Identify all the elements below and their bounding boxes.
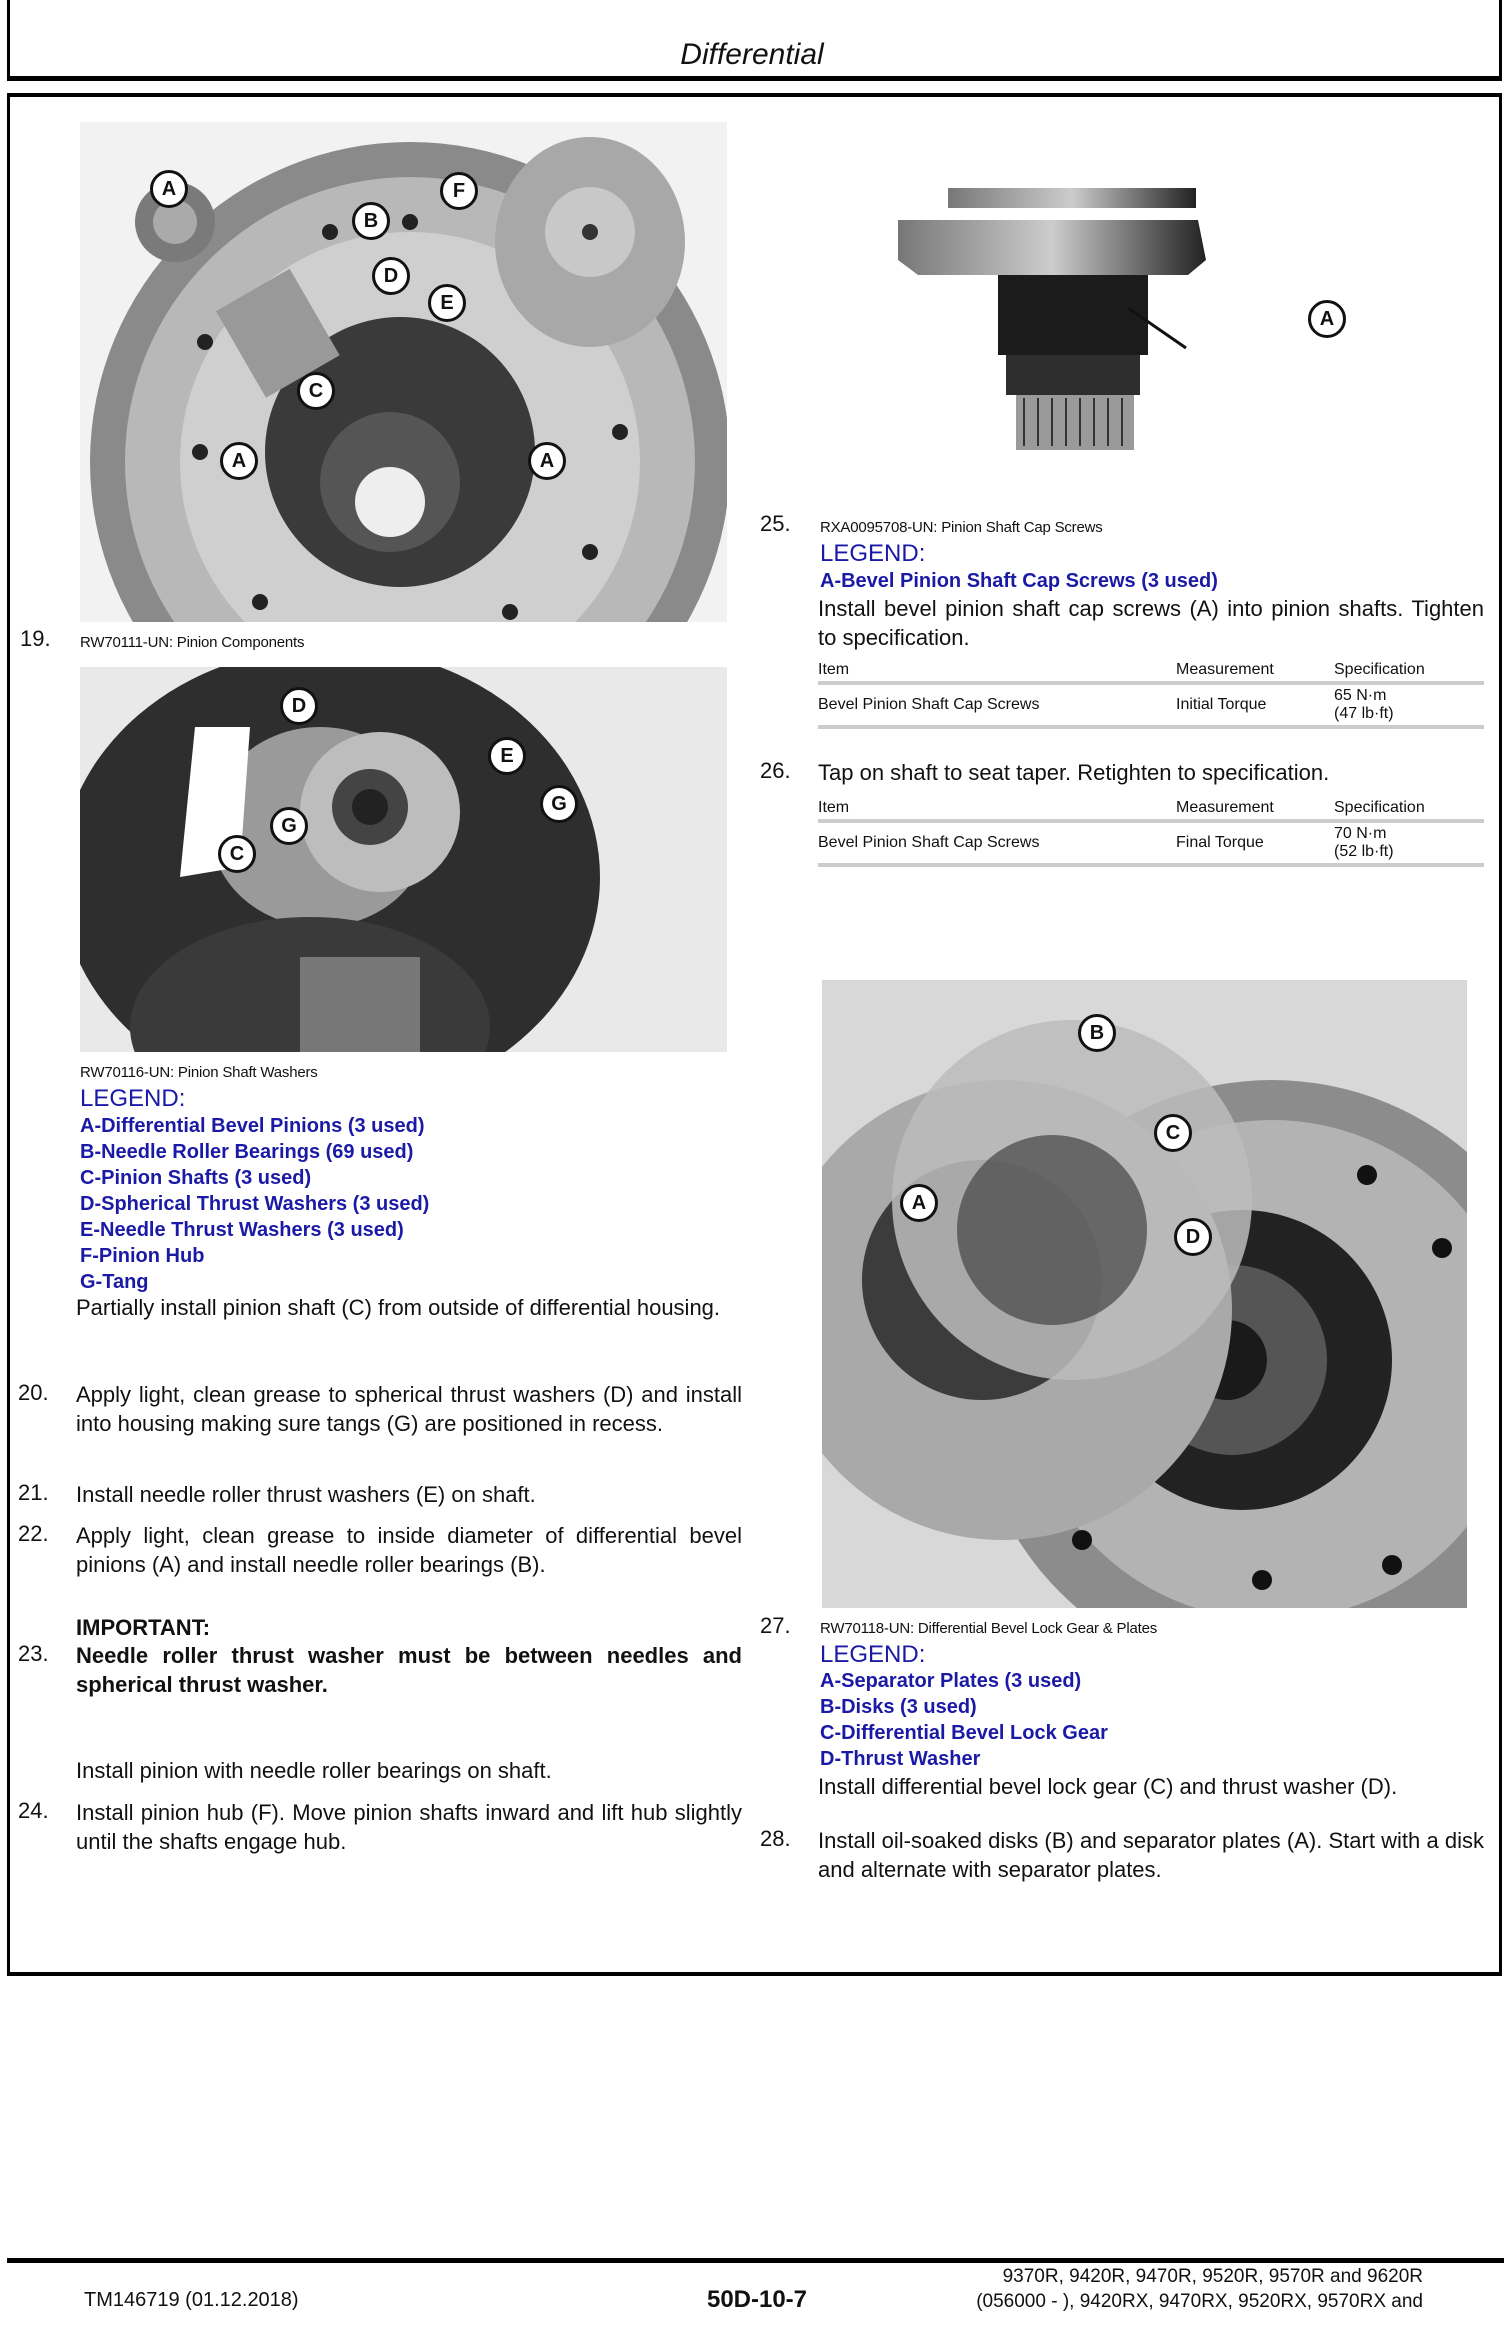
table-header-row xyxy=(818,661,1484,683)
cell-measurement: Final Torque xyxy=(1176,821,1334,865)
figure-caption: RXA0095708-UN: Pinion Shaft Cap Screws xyxy=(820,519,1103,536)
legend-item: A-Separator Plates (3 used) xyxy=(820,1670,1082,1692)
callout-d: D xyxy=(280,687,318,725)
step-21-text: Install needle roller thrust washers (E) on shaft. xyxy=(76,1482,536,1507)
figure-caption: RW70118-UN: Differential Bevel Lock Gear & Plates xyxy=(820,1620,1158,1637)
legend-title: LEGEND: xyxy=(80,1085,186,1112)
callout-c: C xyxy=(297,372,335,410)
table-header-row xyxy=(818,799,1484,821)
legend-item: D-Spherical Thrust Washers (3 used) xyxy=(80,1193,430,1215)
model-list-line: 9370R, 9420R, 9470R, 9520R, 9570R and 9620R xyxy=(1002,2266,1423,2287)
cell-item: Bevel Pinion Shaft Cap Screws xyxy=(818,683,1176,727)
callout-c: C xyxy=(1154,1114,1192,1152)
cell-measurement: Initial Torque xyxy=(1176,683,1334,727)
legend-item: A-Bevel Pinion Shaft Cap Screws (3 used) xyxy=(820,570,1218,592)
figure-caption: RW70116-UN: Pinion Shaft Washers xyxy=(80,1064,318,1081)
legend-item: E-Needle Thrust Washers (3 used) xyxy=(80,1219,404,1241)
spec-imperial: (47 lb·ft) xyxy=(1334,705,1394,722)
step-23-warning: Needle roller thrust washer must be between needles and spherical thrust washer. xyxy=(76,1643,742,1697)
callout-f: F xyxy=(440,172,478,210)
step-number-28: 28. xyxy=(760,1826,791,1851)
step-number-21: 21. xyxy=(18,1480,49,1505)
step-number-24: 24. xyxy=(18,1798,49,1823)
callout-g: G xyxy=(270,807,308,845)
column-header-measurement: Measurement xyxy=(1176,799,1334,821)
callout-a: A xyxy=(1308,300,1346,338)
figure-caption: RW70111-UN: Pinion Components xyxy=(80,634,305,651)
step-number-22: 22. xyxy=(18,1521,49,1546)
column-header-item: Item xyxy=(818,799,1176,821)
step-number-26: 26. xyxy=(760,758,791,783)
cell-item: Bevel Pinion Shaft Cap Screws xyxy=(818,821,1176,865)
step-25-text: Install bevel pinion shaft cap screws (A) into pinion shafts. Tighten to specification. xyxy=(818,596,1484,650)
column-header-specification: Specification xyxy=(1334,799,1484,821)
spec-table-final-torque xyxy=(818,799,1484,867)
callout-a: A xyxy=(220,442,258,480)
lock-gear-plates-illustration xyxy=(822,980,1467,1608)
figure-pinion-components xyxy=(80,122,727,622)
figure-pinion-shaft-cap-screws xyxy=(898,180,1350,460)
spec-table-initial-torque xyxy=(818,661,1484,729)
figure-pinion-shaft-washers xyxy=(80,667,727,1052)
legend-list xyxy=(80,1113,740,1295)
cell-specification xyxy=(1334,683,1484,727)
legend-item: C-Pinion Shafts (3 used) xyxy=(80,1167,312,1189)
legend-title: LEGEND: xyxy=(820,540,926,567)
figure-differential-bevel-lock-gear-plates xyxy=(822,980,1467,1608)
callout-a: A xyxy=(150,170,188,208)
legend-list xyxy=(820,1668,1480,1772)
document-id: TM146719 (01.12.2018) xyxy=(84,2289,299,2311)
callout-a: A xyxy=(900,1184,938,1222)
pinion-shaft-cap-screws-illustration xyxy=(898,180,1350,460)
spec-imperial: (52 lb·ft) xyxy=(1334,843,1394,860)
step-24-text: Install pinion hub (F). Move pinion shafts inward and lift hub slightly until the shafts engage hub. xyxy=(76,1800,742,1854)
step-number-23: 23. xyxy=(18,1641,49,1666)
model-list-line: (056000 - ), 9420RX, 9470RX, 9520RX, 9570RX and xyxy=(976,2291,1423,2312)
column-header-item: Item xyxy=(818,661,1176,683)
table-row xyxy=(818,683,1484,727)
step-27-text: Install differential bevel lock gear (C) and thrust washer (D). xyxy=(818,1774,1398,1799)
footer-divider xyxy=(7,2258,1504,2263)
spec-metric: 65 N·m xyxy=(1334,687,1387,704)
callout-g: G xyxy=(540,785,578,823)
step-22-text: Apply light, clean grease to inside diameter of differential bevel pinions (A) and install needle roller bearings (B). xyxy=(76,1523,742,1577)
column-header-measurement: Measurement xyxy=(1176,661,1334,683)
legend-item: B-Needle Roller Bearings (69 used) xyxy=(80,1141,414,1163)
callout-b: B xyxy=(352,202,390,240)
callout-d: D xyxy=(372,257,410,295)
step-28-text: Install oil-soaked disks (B) and separator plates (A). Start with a disk and alternate with separator plates. xyxy=(818,1828,1484,1882)
legend-title: LEGEND: xyxy=(820,1641,926,1668)
step-number-20: 20. xyxy=(18,1380,49,1405)
spec-metric: 70 N·m xyxy=(1334,825,1387,842)
step-19-text: Partially install pinion shaft (C) from outside of differential housing. xyxy=(76,1295,721,1320)
pinion-shaft-washers-illustration xyxy=(80,667,727,1052)
model-list xyxy=(900,2264,1423,2314)
callout-e: E xyxy=(488,737,526,775)
legend-item: C-Differential Bevel Lock Gear xyxy=(820,1722,1108,1744)
column-header-specification: Specification xyxy=(1334,661,1484,683)
step-26-text: Tap on shaft to seat taper. Retighten to specification. xyxy=(818,760,1330,785)
callout-e: E xyxy=(428,284,466,322)
step-23-text: Install pinion with needle roller bearings on shaft. xyxy=(76,1758,552,1783)
page-title: Differential xyxy=(680,38,824,71)
step-20-text: Apply light, clean grease to spherical thrust washers (D) and install into housing making sure tangs (G) are positioned in recess. xyxy=(76,1382,742,1436)
callout-a: A xyxy=(528,442,566,480)
step-number-27: 27. xyxy=(760,1613,791,1638)
table-row xyxy=(818,821,1484,865)
legend-item: G-Tang xyxy=(80,1271,149,1293)
important-label: IMPORTANT: xyxy=(76,1615,211,1640)
step-number-19: 19. xyxy=(20,626,51,651)
legend-item: F-Pinion Hub xyxy=(80,1245,205,1267)
legend-item: D-Thrust Washer xyxy=(820,1748,981,1770)
step-number-25: 25. xyxy=(760,511,791,536)
legend-item: A-Differential Bevel Pinions (3 used) xyxy=(80,1115,425,1137)
page-number: 50D-10-7 xyxy=(706,2286,808,2313)
cell-specification xyxy=(1334,821,1484,865)
callout-b: B xyxy=(1078,1014,1116,1052)
callout-c: C xyxy=(218,835,256,873)
callout-d: D xyxy=(1174,1218,1212,1256)
legend-item: B-Disks (3 used) xyxy=(820,1696,977,1718)
